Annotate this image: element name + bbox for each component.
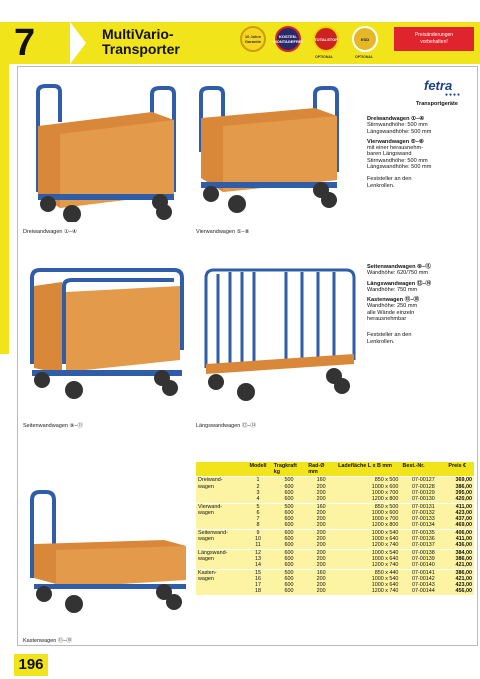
table-row <box>196 588 474 594</box>
load-cell: 600 <box>272 562 306 569</box>
desc-note: Feststeller an den <box>367 332 412 339</box>
price-cell: 411,00 <box>446 536 474 542</box>
group-name-cell: wagen <box>196 510 244 516</box>
wheel-cell: 160 <box>306 477 336 484</box>
area-cell: 1200 x 740 <box>336 588 400 594</box>
load-cell: 600 <box>272 516 306 522</box>
order-number-cell: 07-00136 <box>400 536 446 542</box>
title-line-1: MultiVario- <box>102 26 174 42</box>
header-cell: Tragkraft kg <box>272 462 306 477</box>
load-cell: 600 <box>272 582 306 588</box>
area-cell: 1000 x 640 <box>336 556 400 562</box>
model-cell: 8 <box>244 522 272 529</box>
caption-kastenwagen: Kastenwagen ⑮–⑱ <box>23 638 72 644</box>
table-header-row <box>196 462 474 477</box>
order-number-cell: 07-00129 <box>400 490 446 496</box>
order-number-cell: 07-00135 <box>400 529 446 536</box>
model-cell: 12 <box>244 549 272 556</box>
price-cell: 384,00 <box>446 549 474 556</box>
wheel-cell: 200 <box>306 549 336 556</box>
order-number-cell: 07-00142 <box>400 576 446 582</box>
price-cell: 423,00 <box>446 510 474 516</box>
model-cell: 3 <box>244 490 272 496</box>
model-cell: 1 <box>244 477 272 484</box>
model-cell: 7 <box>244 516 272 522</box>
price-cell: 386,00 <box>446 484 474 490</box>
group-name-cell <box>196 496 244 503</box>
model-cell: 10 <box>244 536 272 542</box>
load-cell: 600 <box>272 496 306 503</box>
wheel-cell: 200 <box>306 576 336 582</box>
wheel-cell: 200 <box>306 516 336 522</box>
chapter-number: 7 <box>14 22 36 64</box>
table-row <box>196 569 474 576</box>
order-number-cell: 07-00132 <box>400 510 446 516</box>
page-number: 196 <box>14 654 48 676</box>
wheel-cell: 200 <box>306 542 336 549</box>
order-number-cell: 07-00128 <box>400 484 446 490</box>
model-cell: 2 <box>244 484 272 490</box>
area-cell: 1200 x 800 <box>336 496 400 503</box>
group-name-cell <box>196 588 244 594</box>
table-row <box>196 562 474 569</box>
load-cell: 600 <box>272 522 306 529</box>
kastenwagen-image <box>24 488 192 628</box>
side-accent-bar <box>0 64 9 354</box>
desc-title: Seitenwandwagen ⑨–⑪ <box>367 264 431 270</box>
wheel-cell: 200 <box>306 490 336 496</box>
desc-line: Stirnwandhöhe: 500 mm <box>367 122 428 129</box>
esd-badge: ESD <box>352 26 378 52</box>
area-cell: 1000 x 540 <box>336 549 400 556</box>
desc-title: Längswandwagen ⑫–⑭ <box>367 280 432 287</box>
table-row <box>196 477 474 484</box>
order-number-cell: 07-00134 <box>400 522 446 529</box>
model-cell: 4 <box>244 496 272 503</box>
order-number-cell: 07-00133 <box>400 516 446 522</box>
load-cell: 600 <box>272 529 306 536</box>
table-row <box>196 503 474 510</box>
table-row <box>196 549 474 556</box>
optional-label: OPTIONAL <box>355 55 374 59</box>
order-number-cell: 07-00130 <box>400 496 446 503</box>
header-cell <box>196 462 244 477</box>
seitenwandwagen-image <box>24 264 184 404</box>
order-number-cell: 07-00137 <box>400 542 446 549</box>
table-row <box>196 542 474 549</box>
area-cell: 1000 x 640 <box>336 582 400 588</box>
price-cell: 420,00 <box>446 496 474 503</box>
model-cell: 17 <box>244 582 272 588</box>
wheel-cell: 200 <box>306 510 336 516</box>
area-cell: 1200 x 740 <box>336 542 400 549</box>
model-cell: 18 <box>244 588 272 594</box>
group-name-cell <box>196 542 244 549</box>
area-cell: 1200 x 800 <box>336 522 400 529</box>
group-name-cell: wagen <box>196 484 244 490</box>
header-cell: Best.-Nr. <box>400 462 446 477</box>
notice-line-1: Preisänderungen <box>414 32 454 38</box>
load-cell: 500 <box>272 477 306 484</box>
area-cell: 1000 x 540 <box>336 529 400 536</box>
price-cell: 386,00 <box>446 569 474 576</box>
desc-line: Wandhöhe: 620/750 mm <box>367 270 429 277</box>
desc-title: Vierwandwagen ⑤–⑧ <box>367 138 424 145</box>
desc-line: Wandhöhe: 250 mm <box>367 303 418 310</box>
price-cell: 421,00 <box>446 576 474 582</box>
group-name-cell <box>196 522 244 529</box>
area-cell: 850 x 500 <box>336 477 400 484</box>
price-cell: 369,00 <box>446 477 474 484</box>
table-body <box>196 477 474 595</box>
group-name-cell: wagen <box>196 576 244 582</box>
price-cell: 386,00 <box>446 556 474 562</box>
order-number-cell: 07-00140 <box>400 562 446 569</box>
desc-line: Längswandhöhe: 500 mm <box>367 128 432 135</box>
price-cell: 406,00 <box>446 529 474 536</box>
group-name-cell: wagen <box>196 536 244 542</box>
header-cell: Rad-Ø mm <box>306 462 336 477</box>
price-cell: 436,00 <box>446 542 474 549</box>
load-cell: 600 <box>272 536 306 542</box>
table-row <box>196 522 474 529</box>
dreiwandwagen-image <box>24 82 184 222</box>
area-cell: 1000 x 600 <box>336 484 400 490</box>
model-cell: 6 <box>244 510 272 516</box>
model-cell: 16 <box>244 576 272 582</box>
optional-label: OPTIONAL <box>315 55 334 59</box>
caption-vierwandwagen: Vierwandwagen ⑤–⑧ <box>196 229 250 235</box>
desc-note: Feststeller an den <box>367 176 412 183</box>
order-number-cell: 07-00127 <box>400 477 446 484</box>
wheel-cell: 200 <box>306 556 336 562</box>
wheel-cell: 160 <box>306 569 336 576</box>
caption-laengswandwagen: Längswandwagen ⑫–⑭ <box>196 423 256 429</box>
order-number-cell: 07-00141 <box>400 569 446 576</box>
vierwandwagen-image <box>193 82 353 222</box>
area-cell: 850 x 500 <box>336 503 400 510</box>
notice-line-2: vorbehalten! <box>420 39 448 45</box>
header-cell: Modell <box>244 462 272 477</box>
page-title <box>102 27 180 57</box>
desc-line: mit einer herausnehm- <box>367 145 423 152</box>
wheel-cell: 160 <box>306 503 336 510</box>
guarantee-badge: 10 Jahre Garantie <box>240 26 266 52</box>
area-cell: 850 x 440 <box>336 569 400 576</box>
description-block-2 <box>367 264 477 349</box>
group-name-cell: Dreiwand- <box>196 477 244 484</box>
header-cell: Ladefläche L x B mm <box>336 462 400 477</box>
load-cell: 600 <box>272 542 306 549</box>
brand-logo-dots: ●●●● <box>445 92 462 98</box>
order-number-cell: 07-00131 <box>400 503 446 510</box>
table-row <box>196 496 474 503</box>
model-cell: 13 <box>244 556 272 562</box>
title-line-2: Transporter <box>102 41 180 57</box>
desc-note: Lenkrollen. <box>367 338 395 345</box>
desc-title: Dreiwandwagen ①–④ <box>367 116 425 122</box>
group-name-cell <box>196 562 244 569</box>
price-cell: 421,00 <box>446 562 474 569</box>
caption-dreiwandwagen: Dreiwandwagen ①–④ <box>23 229 77 235</box>
desc-line: Längswandhöhe: 500 mm <box>367 164 432 171</box>
desc-line: Wandhöhe: 750 mm <box>367 286 418 293</box>
price-cell: 469,00 <box>446 522 474 529</box>
description-block-1 <box>367 116 477 193</box>
table-row <box>196 529 474 536</box>
load-cell: 600 <box>272 490 306 496</box>
group-name-cell: Vierwand- <box>196 503 244 510</box>
group-name-cell: Kasten- <box>196 569 244 576</box>
wheel-cell: 200 <box>306 496 336 503</box>
price-table <box>196 462 474 595</box>
wheel-cell: 200 <box>306 588 336 594</box>
load-cell: 600 <box>272 576 306 582</box>
model-cell: 14 <box>244 562 272 569</box>
price-cell: 395,00 <box>446 490 474 496</box>
wheel-cell: 200 <box>306 484 336 490</box>
area-cell: 1200 x 740 <box>336 562 400 569</box>
load-cell: 600 <box>272 556 306 562</box>
brand-logo: fetra <box>424 78 453 93</box>
load-cell: 600 <box>272 588 306 594</box>
area-cell: 1000 x 700 <box>336 516 400 522</box>
price-notice <box>394 27 474 51</box>
header-cell: Preis € <box>446 462 474 477</box>
load-cell: 500 <box>272 569 306 576</box>
load-cell: 600 <box>272 484 306 490</box>
load-cell: 600 <box>272 549 306 556</box>
wheel-cell: 200 <box>306 582 336 588</box>
totalstop-badge: TOTALSTOP <box>313 26 339 52</box>
load-cell: 500 <box>272 503 306 510</box>
montage-badge: KOSTEN-MONTAGEFREI <box>275 26 301 52</box>
price-cell: 411,00 <box>446 503 474 510</box>
desc-line: alle Wände einzeln <box>367 309 415 316</box>
wheel-cell: 200 <box>306 522 336 529</box>
group-name-cell: wagen <box>196 556 244 562</box>
order-number-cell: 07-00143 <box>400 582 446 588</box>
load-cell: 600 <box>272 510 306 516</box>
order-number-cell: 07-00144 <box>400 588 446 594</box>
desc-line: herausnehmbar <box>367 316 407 323</box>
area-cell: 1000 x 700 <box>336 490 400 496</box>
group-name-cell: Längswand- <box>196 549 244 556</box>
price-cell: 456,00 <box>446 588 474 594</box>
desc-line: baren Längswand <box>367 151 412 158</box>
model-cell: 9 <box>244 529 272 536</box>
model-cell: 5 <box>244 503 272 510</box>
model-cell: 15 <box>244 569 272 576</box>
wheel-cell: 200 <box>306 529 336 536</box>
area-cell: 1000 x 600 <box>336 510 400 516</box>
brand-subtitle: Transportgeräte <box>416 101 458 107</box>
caption-seitenwandwagen: Seitenwandwagen ⑨–⑪ <box>23 423 83 429</box>
group-name-cell: Seitenwand- <box>196 529 244 536</box>
laengswandwagen-image <box>196 264 356 404</box>
desc-line: Stirnwandhöhe: 500 mm <box>367 157 428 164</box>
desc-note: Lenkrollen. <box>367 182 395 189</box>
price-cell: 437,00 <box>446 516 474 522</box>
price-cell: 423,00 <box>446 582 474 588</box>
chevron-icon <box>70 22 86 64</box>
model-cell: 11 <box>244 542 272 549</box>
order-number-cell: 07-00139 <box>400 556 446 562</box>
order-number-cell: 07-00138 <box>400 549 446 556</box>
wheel-cell: 200 <box>306 536 336 542</box>
desc-title: Kastenwagen ⑮–⑱ <box>367 297 419 304</box>
wheel-cell: 200 <box>306 562 336 569</box>
area-cell: 1000 x 640 <box>336 536 400 542</box>
area-cell: 1000 x 540 <box>336 576 400 582</box>
